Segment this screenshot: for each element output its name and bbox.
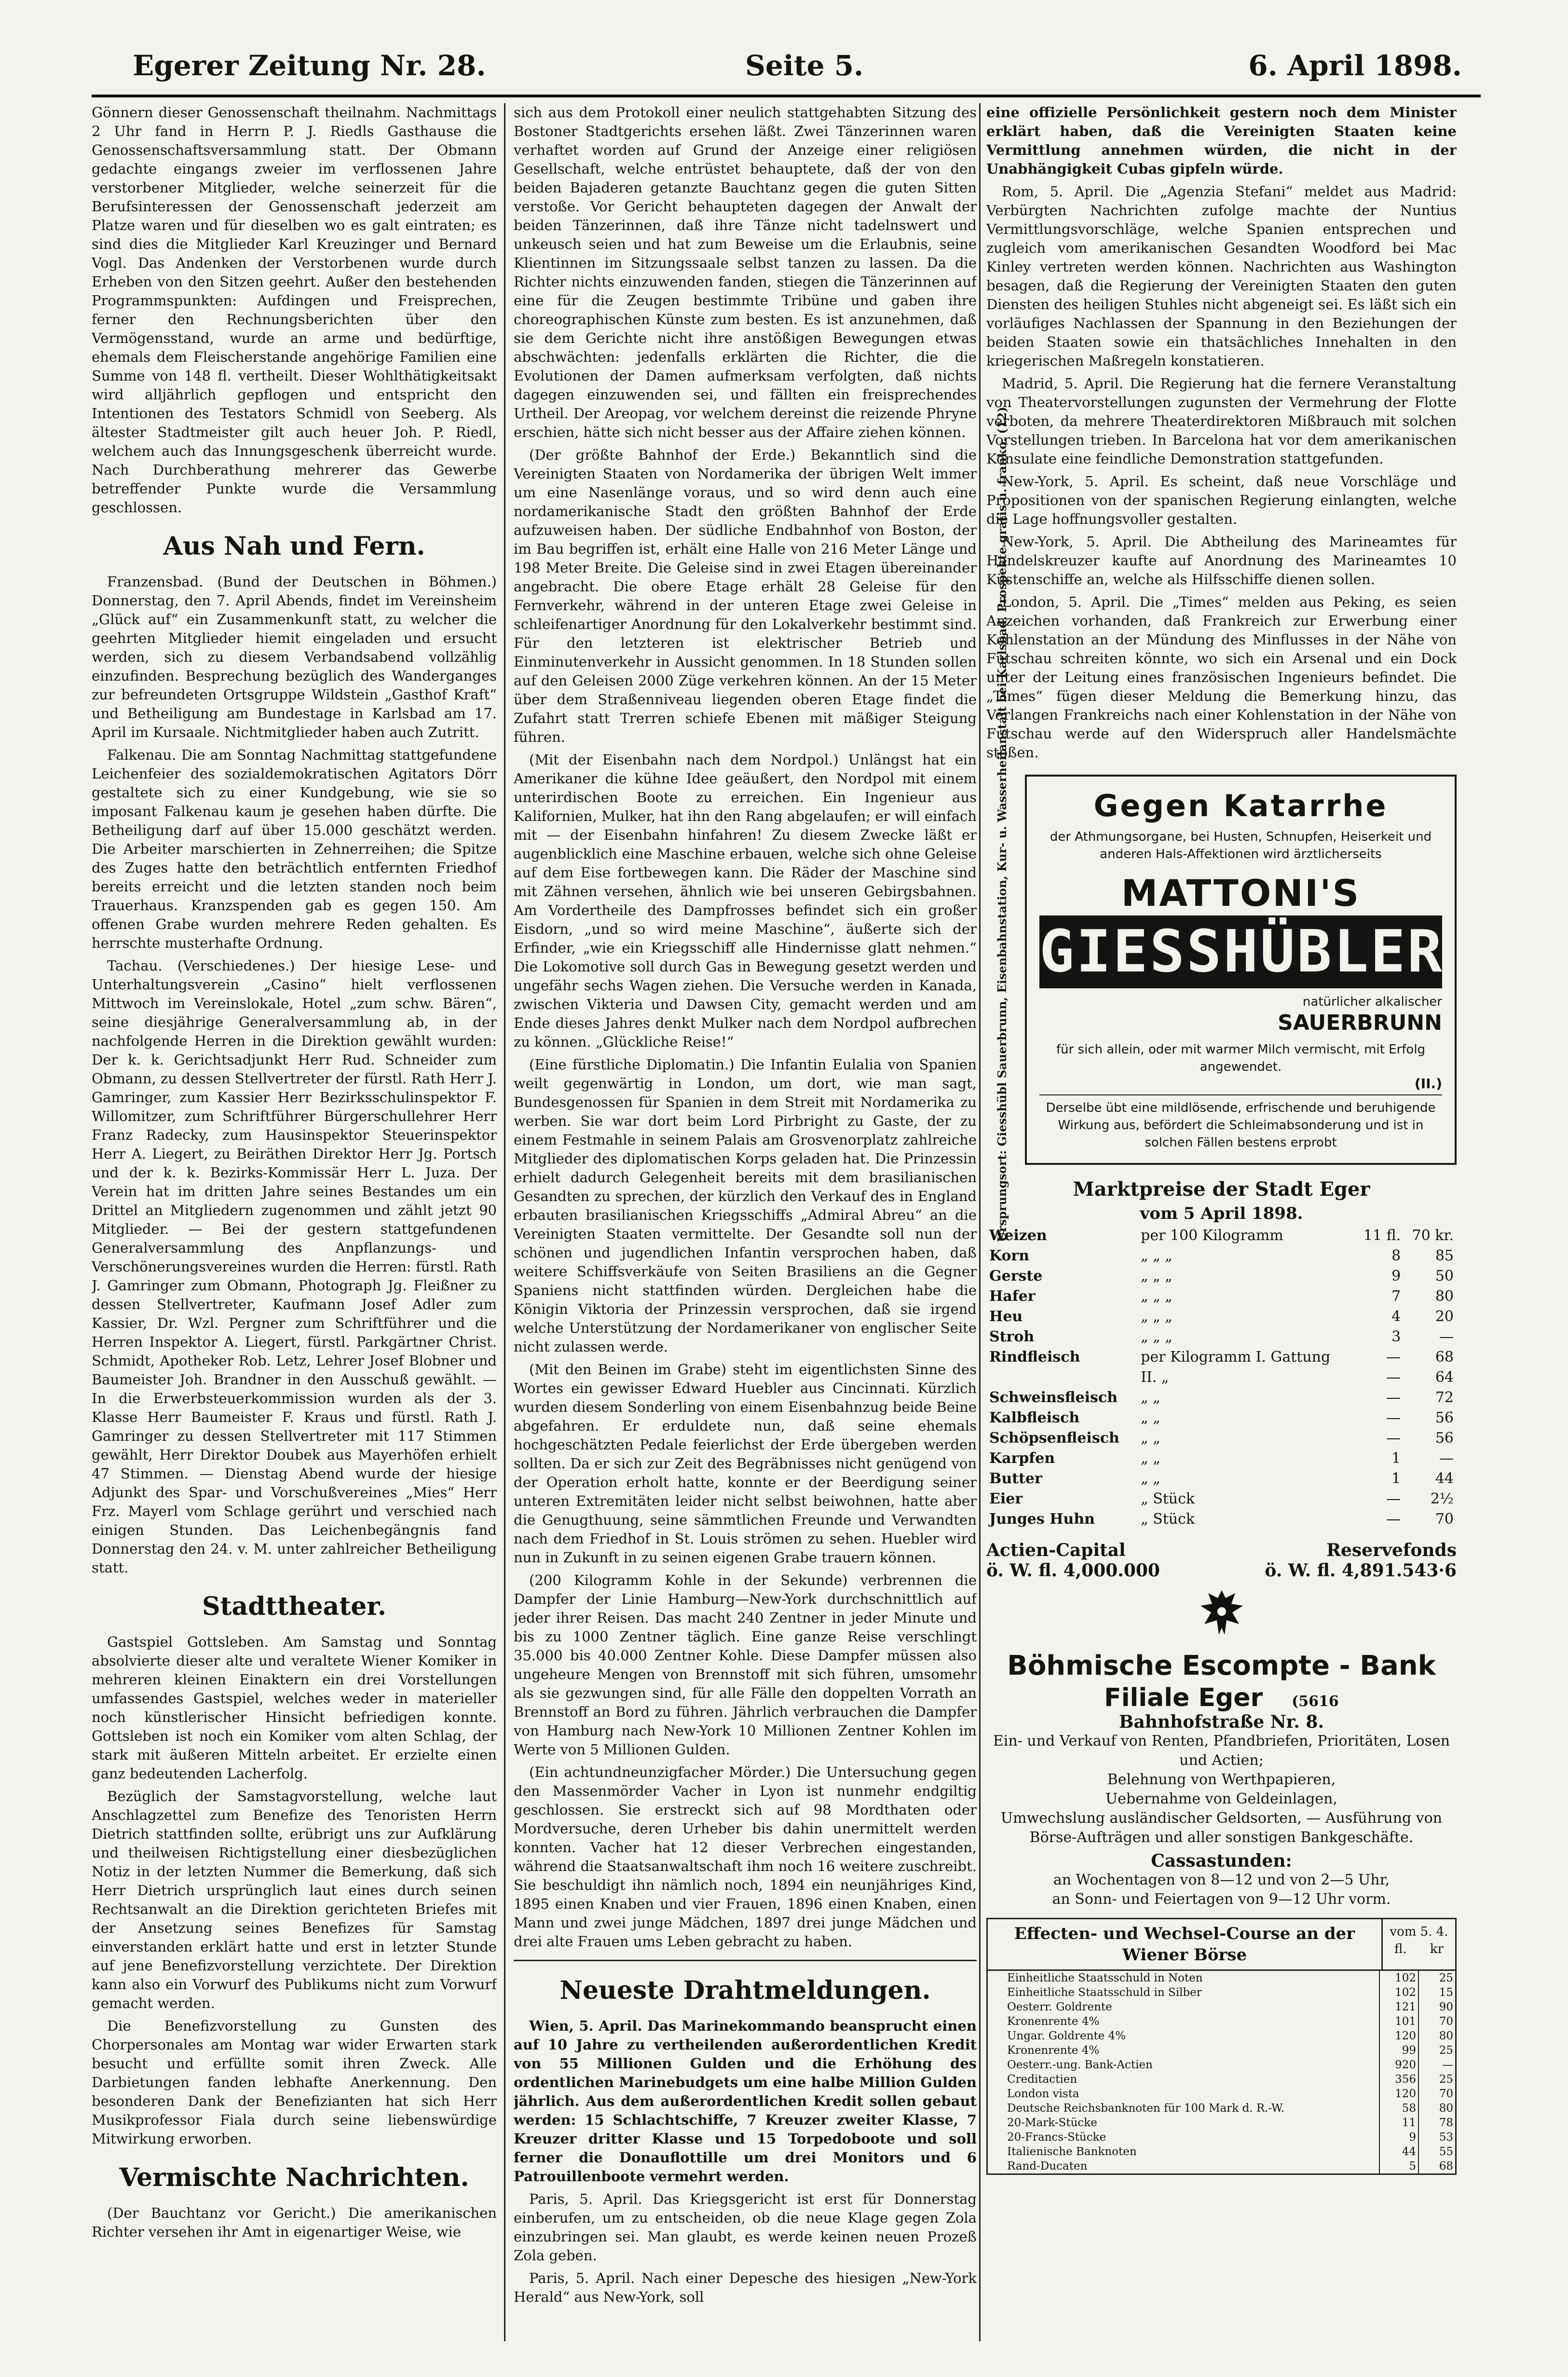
exchange-rate-kr: 25 [1439, 2044, 1453, 2057]
exchange-rate-fl: 120 [1380, 2029, 1419, 2043]
header-title: Egerer Zeitung Nr. 28. [133, 49, 486, 82]
bank-capital-values [986, 1560, 1457, 1581]
bank-hours-weekdays: an Wochentagen von 8—12 und von 2—5 Uhr, [1053, 1872, 1390, 1888]
market-item-kr: 50 [1435, 1268, 1454, 1284]
exchange-rate-name: Deutsche Reichsbanknoten für 100 Mark d. R.-W. [988, 2101, 1380, 2116]
exchange-rate-title: Effecten- und Wechsel-Course an der Wiener Börse [988, 1919, 1383, 1969]
bank-capital-labels [986, 1540, 1457, 1560]
exchange-rate-fl: 44 [1380, 2145, 1419, 2159]
market-item-kr: 56 [1435, 1430, 1454, 1447]
market-item-fl: — [1386, 1349, 1401, 1366]
exchange-rate-kr: 68 [1439, 2160, 1453, 2172]
header-rule [92, 95, 1481, 97]
market-item-name: Heu [989, 1308, 1023, 1325]
ad-description: Derselbe übt eine mildlösende, erfrischende und beruhigende Wirkung aus, befördert die Schleimabsonderung und ist in solchen Fällen bestens erprobt [1039, 1094, 1442, 1151]
market-row [986, 1408, 1457, 1428]
market-item-unit: „ „ „ [1141, 1308, 1173, 1325]
bank-service-1: Ein- und Verkauf von Renten, Pfandbriefen, Prioritäten, Losen und Actien; [993, 1733, 1450, 1769]
article-bauchtanz: (Der Bauchtanz vor Gericht.) Die amerikanischen Richter versehen ihr Amt in eigenartiger Weise, wie [92, 2205, 497, 2240]
exchange-rate-kr: 25 [1439, 2073, 1453, 2086]
market-item-fl: 1 [1391, 1450, 1401, 1467]
market-item-name: Weizen [989, 1227, 1047, 1244]
ad-usage: für sich allein, oder mit warmer Milch vermischt, mit Erfolg angewendet. [1056, 1042, 1426, 1074]
market-item-fl: — [1386, 1490, 1401, 1507]
exchange-rate-fl: 120 [1380, 2087, 1419, 2101]
exchange-rate-rows [988, 1971, 1455, 2173]
market-item-fl: — [1386, 1409, 1401, 1426]
market-item-unit: „ Stück [1141, 1490, 1195, 1507]
market-item-unit: „ „ „ [1141, 1268, 1173, 1284]
header-page-number: Seite 5. [745, 49, 864, 82]
section-heading-vermischte-nachrichten: Vermischte Nachrichten. [119, 2163, 469, 2192]
telegram-paris-2: Paris, 5. April. Nach einer Depesche des hiesigen „New-York Herald“ aus New-York, soll [514, 2270, 977, 2305]
exchange-rate-name: Einheitliche Staatsschuld in Noten [988, 1971, 1380, 1985]
bank-branch: Filiale Eger [1104, 1683, 1263, 1712]
bank-hours-title: Cassastunden: [1151, 1851, 1292, 1871]
market-row [986, 1347, 1457, 1367]
market-item-kr: 44 [1435, 1470, 1454, 1487]
exchange-rate-row [988, 2116, 1455, 2130]
market-item-name [986, 1367, 1138, 1388]
bank-capital-label: Actien-Capital [986, 1540, 1126, 1560]
telegram-continued: eine offizielle Persönlichkeit gestern noch dem Minister erklärt haben, daß die Vereinigten Staaten keine Vermittlung annehmen würden, die nicht in der Unabhängigkeit Cubas gipfeln würde. [986, 104, 1457, 177]
market-item-unit: „ Stück [1141, 1511, 1195, 1528]
bank-reserve-label: Reservefonds [1326, 1540, 1457, 1560]
exchange-rate-fl: 101 [1380, 2014, 1419, 2029]
market-item-unit: „ „ [1141, 1450, 1160, 1467]
article-nordpol: (Mit der Eisenbahn nach dem Nordpol.) Unlängst hat ein Amerikaner die kühne Idee geäußert, den Nordpol mit einem unterirdischen Boote zu erreichen. Ein Ingenieur aus Kalifornien, Mulker, hat ihn den Rang abgelaufen; er will einfach mit — der Eisenbahn hinfahren! Zu diesem Zwecke läßt er augenblicklich eine Maschine erbauen, welche sich ohne Geleise auf dem Eise fortbewegen kann. Die Räder der Maschine sind mit Zähnen versehen, ähnlich wie bei unseren Gebirgsbahnen. Am Vordertheile des Dampfrosses befindet sich ein großer Eisdorn, „und so wird meine Maschine“, äußerte sich der Erfinder, „wie ein Kriegsschiff alle Hindernisse glatt nehmen.“ Die Lokomotive soll durch Gas in Bewegung gesetzt werden und ungefähr sechs Wagen ziehen. Die Versuche werden in Kanada, zwischen Vikteria und Dawsen City, gemacht werden und am Ende dieses Jahres denkt Mulker nach dem Nordpol aufbrechen zu können. „Glückliche Reise!“ [514, 751, 977, 1050]
article-kohle: (200 Kilogramm Kohle in der Sekunde) verbrennen die Dampfer der Linie Hamburg—New-York durchschnittlich auf jeder ihrer Reisen. Das macht 240 Zentner in jeder Minute und bis zu 1000 Zentner täglich. Eine ganze Reise verschlingt 35.000 bis 40.000 Zentner Kohle. Diese Dampfer müssen also ungeheure Mengen von Brennstoff mit sich führen, umsomehr als sie gezwungen sind, für alle Fälle den doppelten Vorrath an Brennstoff an Bord zu führen. Jährlich verbrauchen die Dampfer von Hamburg nach New-York 10 Millionen Zentner Kohlen im Werte von 5 Millionen Gulden. [514, 1572, 977, 1758]
telegram-new-york-1: New-York, 5. April. Es scheint, daß neue Vorschläge und Propositionen von der spanischen Regierung einlangten, welche die Lage hoffnungsvoller gestalten. [986, 473, 1457, 527]
ad-subtitle: der Athmungsorgane, bei Husten, Schnupfen, Heiserkeit und anderen Hals-Affektionen wird ärztlicherseits [1050, 830, 1432, 861]
ad-side-text: Ursprungsort: Giesshübl Sauerbrunn, Eisenbahnstation, Kur- u. Wasserheilanstalt bei Karlsbad. Prospekte gratis u. franko. (12) [995, 407, 1009, 1242]
bank-service-2: Belehnung von Werthpapieren, [1107, 1771, 1336, 1788]
unit-fl: fl. [1394, 1942, 1407, 1956]
exchange-rate-header [988, 1919, 1455, 1971]
exchange-rate-row [988, 2043, 1455, 2058]
bank-capital-value: ö. W. fl. 4,000.000 [986, 1560, 1160, 1581]
article-diplomatin: (Eine fürstliche Diplomatin.) Die Infantin Eulalia von Spanien weilt gegenwärtig in London, um dort, wie man sagt, Bundesgenossen für Spanien in dem Streit mit Nordamerika zu werben. Sie war dort beim Lord Pirbright zu Gaste, der zu einem Festmahle in seinem Palais am Grosvenorplatz zahlreiche Mitglieder des diplomatischen Korps geladen hat. Die Prinzessin erhielt dadurch Gelegenheit bereits mit dem brasilianischen Gesandten zu sprechen, der kürzlich den Verkauf des in England erbauten brasilianischen Kriegsschiffs „Admiral Abreu“ an die Vereinigten Staaten vermittelte. Der Gesandte soll nun der schönen und jugendlichen Infantin versprochen haben, daß weitere Schiffsverkäufe von Seiten Brasiliens an die Gegner Spaniens nicht stattfinden würden. Dergleichen habe die Königin Viktoria der Prinzessin versprochen, daß sie irgend welche Unterstützung der Nordamerikaner von englischer Seite nicht zulassen werde. [514, 1056, 977, 1355]
market-item-kr: 56 [1435, 1409, 1454, 1426]
article-beine-im-grabe: (Mit den Beinen im Grabe) steht im eigentlichsten Sinne des Wortes ein gewisser Edward Huebler aus Cincinnati. Kürzlich wurden diesem Sonderling von einem Eisenbahnzug beide Beine abgefahren. Er erduldete nun, daß seine ehemals hochgeschätzten Pedale feierlichst der Erde übergeben werden sollten. Da er sich zur Zeit des Begräbnisses nicht genügend von der Operation erholt hatte, konnte er der Beerdigung seiner unteren Extremitäten leider nicht selbst beiwohnen, hatte aber die Genugthuung, seine sämmtlichen Freunde und Verwandten nach dem Friedhof in St. Louis strömen zu sehen. Huebler wird nun in Zukunft in zu seinen eigenen Grabe trauern können. [514, 1361, 977, 1566]
exchange-rate-name: Oesterr. Goldrente [988, 2000, 1380, 2014]
exchange-rate-name: 20-Francs-Stücke [988, 2130, 1380, 2145]
section-heading-drahtmeldungen: Neueste Drahtmeldungen. [559, 1976, 931, 2005]
market-item-fl: — [1386, 1369, 1401, 1386]
exchange-rate-kr: 80 [1439, 2102, 1453, 2115]
bank-service-4: Umwechslung ausländischer Geldsorten, — Ausführung von Börse-Aufträgen und aller sonstigen Bankgeschäfte. [1000, 1810, 1443, 1846]
unit-kr: kr [1430, 1942, 1444, 1956]
telegram-new-york-2: New-York, 5. April. Die Abtheilung des Marineamtes für Handelskreuzer kaufte auf Anordnung des Marineamtes 10 Küstenschiffe an, welche als Hilfsschiffe dienen sollen. [986, 533, 1457, 587]
exchange-rate-kr: 25 [1439, 1972, 1453, 1984]
ad-side-text-block [991, 407, 1020, 1244]
telegram-paris-1: Paris, 5. April. Das Kriegsgericht ist erst für Donnerstag einberufen, um zu entscheiden, ob die neue Klage gegen Zola einzubringen sei. Man glaubt, es werde keinen neuen Prozeß Zola geben. [514, 2191, 977, 2264]
exchange-rate-kr: 55 [1439, 2145, 1453, 2158]
exchange-rate-fl: 102 [1380, 1985, 1419, 2000]
exchange-rate-units [1383, 1940, 1455, 1958]
exchange-rate-fl: 11 [1380, 2116, 1419, 2130]
header-date: 6. April 1898. [1248, 49, 1462, 82]
market-item-name: Rindfleisch [989, 1349, 1080, 1366]
market-item-kr: 85 [1435, 1247, 1454, 1264]
market-item-fl: 8 [1391, 1247, 1401, 1264]
bank-name: Böhmische Escompte - Bank [1007, 1650, 1436, 1681]
market-item-fl: 1 [1391, 1470, 1401, 1487]
exchange-rate-kr: 80 [1439, 2030, 1453, 2042]
bank-service-3: Uebernahme von Geldeinlagen, [1105, 1790, 1337, 1807]
market-item-name: Korn [989, 1247, 1030, 1264]
exchange-rate-name: Creditactien [988, 2072, 1380, 2087]
exchange-rate-row [988, 1985, 1455, 2000]
exchange-rate-row [988, 2000, 1455, 2014]
exchange-rate-name: Einheitliche Staatsschuld in Silber [988, 1985, 1380, 2000]
telegram-rom: Rom, 5. April. Die „Agenzia Stefani“ meldet aus Madrid: Verbürgten Nachrichten zufolge machte der Nuntius Vermittlungsvorschläge, welche Spanien entsprechen und zugleich vom amerikanischen Gesandten Woodford bei Mac Kinley vertreten werden können. Nachrichten aus Washington besagen, daß die Regierung der Vereinigten Staaten den guten Diensten des heiligen Stuhles nicht abgeneigt sei. Es läßt sich ein vorläufiges Nachlassen der Spannung in den Beziehungen der beiden Staaten sowie ein thatsächliches Innehalten in den kriegerischen Maßregeln konstatieren. [986, 183, 1457, 369]
article-samstagvorstellung: Bezüglich der Samstagvorstellung, welche laut Anschlagzettel zum Benefize des Tenoristen Herrn Dietrich stattfinden sollte, erübrigt uns zur Aufklärung und theilweisen Richtigstellung einer diesbezüglichen Notiz in der letzten Nummer die Bemerkung, daß sich Herr Dietrich ursprünglich laut eines durch seinen Rechtsanwalt an die Direktion gerichteten Briefes mit der Ansetzung seines Benefizes für Samstag einverstanden erklärt hatte und erst in letzter Stunde auf jene Benefizvorstellung verzichtete. Der Direktion kann also ein Vorwurf des Publikums nicht zum Vorwurf gemacht werden. [92, 1788, 497, 2011]
market-date: vom 5 April 1898. [1140, 1204, 1303, 1223]
market-item-kr: 20 [1435, 1308, 1454, 1325]
market-item-kr: 80 [1435, 1288, 1454, 1305]
market-row [986, 1246, 1457, 1266]
market-item-fl: 7 [1391, 1288, 1401, 1305]
market-item-kr: 64 [1435, 1369, 1454, 1386]
bank-address: Bahnhofstraße Nr. 8. [1119, 1712, 1324, 1732]
bank-hours-holidays: an Sonn- und Feiertagen von 9—12 Uhr vorm. [1052, 1891, 1391, 1908]
market-item-fl: — [1386, 1430, 1401, 1447]
market-item-unit: „ „ [1141, 1409, 1160, 1426]
market-item-kr: — [1439, 1450, 1454, 1467]
section-heading-aus-nah-und-fern: Aus Nah und Fern. [163, 532, 425, 561]
market-item-name: Kalbfleisch [989, 1409, 1080, 1426]
market-item-kr: 68 [1435, 1349, 1454, 1366]
exchange-rate-date-column [1383, 1919, 1455, 1969]
market-item-name: Stroh [989, 1328, 1035, 1345]
telegram-wien: Wien, 5. April. Das Marinekommando beansprucht einen auf 10 Jahre zu vertheilenden außerordentlichen Kredit von 55 Millionen Gulden und die Erhöhung des ordentlichen Marinebudgets um eine halbe Million Gulden jährlich. Aus dem außerordentlichen Kredit sollen gebaut werden: 15 Schlachtschiffe, 7 Kreuzer zweiter Klasse, 7 Kreuzer dritter Klasse und 15 Torpedoboote und soll ferner die Donauflottille um drei Monitors und 6 Patrouillenboote vermehrt werden. [514, 2018, 977, 2185]
market-item-unit: II. „ [1141, 1369, 1169, 1386]
bank-branch-line [986, 1683, 1457, 1712]
market-row [986, 1266, 1457, 1286]
exchange-rate-name: Kronenrente 4% [988, 2014, 1380, 2029]
market-item-unit: per Kilogramm I. Gattung [1141, 1349, 1331, 1366]
market-row [986, 1388, 1457, 1408]
exchange-rate-row [988, 2159, 1455, 2173]
market-row [986, 1469, 1457, 1489]
market-item-unit: „ „ [1141, 1430, 1160, 1447]
market-row [986, 1307, 1457, 1327]
market-item-unit: „ „ „ [1141, 1247, 1173, 1264]
market-item-name: Karpfen [989, 1450, 1055, 1467]
market-row [986, 1428, 1457, 1448]
article-bahnhof: (Der größte Bahnhof der Erde.) Bekanntlich sind die Vereinigten Staaten von Nordamerika der übrigen Welt immer um eine Nasenlänge voraus, und so wird denn auch eine nordamerikanische Stadt den größten Bahnhof der Erde aufzuweisen haben. Der südliche Endbahnhof von Boston, der im Bau begriffen ist, erhält eine Halle von 216 Meter Länge und 198 Meter Breite. Die Geleise sind in zwei Etagen übereinander angebracht. Die obere Etage erhält 28 Geleise für den Fernverkehr, während in der unteren Etage zwei Geleise in schleifenartiger Anordnung für den Lokalverkehr bestimmt sind. Für den letzteren ist elektrischer Betrieb und Einminutenverkehr in Aussicht genommen. In 18 Stunden sollen auf den Geleisen 2000 Züge verkehren können. An der 15 Meter über dem Straßenniveau liegenden oberen Etage findet die Zufahrt statt Trerren schiefe Ebenen mit mäßiger Steigung führen. [514, 447, 977, 745]
exchange-rate-table [986, 1918, 1457, 2175]
market-item-name: Eier [989, 1490, 1023, 1507]
eagle-emblem-icon [1198, 1586, 1246, 1639]
column-divider [979, 103, 981, 2341]
bank-reserve-value: ö. W. fl. 4,891.543·6 [1265, 1560, 1457, 1581]
column-2 [514, 103, 977, 2341]
market-item-kr: 2½ [1430, 1490, 1454, 1507]
exchange-rate-name: Italienische Banknoten [988, 2145, 1380, 2159]
exchange-rate-kr: 90 [1439, 2001, 1453, 2013]
market-item-kr: — [1439, 1328, 1454, 1345]
market-item-fl: 4 [1391, 1308, 1401, 1325]
exchange-rate-name: 20-Mark-Stücke [988, 2116, 1380, 2130]
article-benefizvorstellung: Die Benefizvorstellung zu Gunsten des Chorpersonales am Montag war wider Erwarten stark besucht und erfüllte somit ihren Zweck. Alle Darbietungen fanden lebhafte Anerkennung. Den besonderen Dank der Benefizianten hat sich Herr Musikprofessor Fiala durch seine liebenswürdige Mitwirkung erworben. [92, 2018, 497, 2147]
market-item-unit: „ „ [1141, 1470, 1160, 1487]
exchange-rate-row [988, 2101, 1455, 2116]
article-tachau: Tachau. (Verschiedenes.) Der hiesige Lese- und Unterhaltungsverein „Casino“ hielt verflossenen Mittwoch im Vereinslokale, Hotel „zum schw. Bären“, seine diesjährige Generalversammlung ab, in der nachfolgende Herren in die Direktion gewählt wurden: Der k. k. Gerichtsadjunkt Herr Rud. Schneider zum Obmann, zu dessen Stellvertreter der fürstl. Rath Herr J. Gamringer, zum Kassier Herr Bezirksschulinspektor F. Willomitzer, zum Schriftführer Bürgerschullehrer Herr Franz Radecky, zum Hausinspektor Steuerinspektor Herr A. Liegert, zu Beiräthen Direktor Herr Jg. Portsch und der k. k. Bezirks-Kommissär Herr L. Juza. Der Verein hat im dritten Jahre seines Bestandes um ein Drittel an Mitgliedern zugenommen und zählt jetzt 90 Mitglieder. — Bei der gestern stattgefundenen Generalversammlung des Anpflanzungs- und Verschönerungsvereines wurden die Herren: fürstl. Rath J. Gamringer zum Obmann, Photograph Jg. Fleißner zu dessen Stellvertreter, Kaufmann Josef Adler zum Kassier, Dr. Wzl. Pergner zum Schriftführer und die Herren Inspektor A. Liegert, fürstl. Parkgärtner Christ. Schmidt, Apotheker Rob. Letz, Lehrer Josef Blobner und Baumeister Joh. Brandner in den Ausschuß gewählt. — In die Erwerbsteuerkommission wurden als der 3. Klasse Herr Baumeister F. Kraus und fürstl. Rath J. Gamringer zu dessen Stellvertreter mit 117 Stimmen gewählt, Herr Direktor Doubek aus Mayerhöfen erhielt 47 Stimmen. — Dienstag Abend wurde der hiesige Adjunkt des Spar- und Vorschußvereines „Mies“ Herr Frz. Mayerl vom Schlage gerührt und verschied nach einigen Stunden. Das Leichenbegängnis fand Donnerstag den 24. v. M. unter zahlreicher Betheiligung statt. [92, 957, 497, 1576]
telegram-madrid: Madrid, 5. April. Die Regierung hat die fernere Veranstaltung von Theatervorstellungen zugunsten der Vermehrung der Flotte verboten, da mehrere Theaterdirektoren Mißbrauch mit solchen Vorstellungen trieben. In Barcelona hat vor dem amerikanischen Konsulate eine feindliche Demonstration stattgefunden. [986, 375, 1457, 467]
market-row [986, 1286, 1457, 1307]
exchange-rate-kr: 78 [1439, 2117, 1453, 2129]
ad-title: Gegen Katarrhe [1093, 788, 1388, 823]
exchange-rate-fl: 99 [1380, 2043, 1419, 2058]
market-item-fl: 9 [1391, 1268, 1401, 1284]
market-price-table [986, 1226, 1457, 1530]
article-paragraph: Gönnern dieser Genossenschaft theilnahm. Nachmittags 2 Uhr fand in Herrn P. J. Riedls Gasthause die Genossenschaftsversammlung statt. Der Obmann gedachte eingangs zweier im verflossenen Jahre verstorbener Mitglieder, welche seinerzeit für die Berufsinteressen der Genossenschaft jederzeit am Platze waren und für dieselben wo es galt eintraten; es sind dies die Mitglieder Karl Kreuzinger und Bernard Vogl. Das Andenken der Verstorbenen wurde durch Erheben von den Sitzen geehrt. Außer den bestehenden Programmspunkten: Aufdingen und Freisprechen, ferner den Rechnungsberichten über den Vermögensstand, wurde an arme und bedürftige, ehemals dem Fleischerstande angehörige Familien eine Summe von 148 fl. vertheilt. Dieser Wohlthätigkeitsakt wird alljährlich gepflogen und entspricht den Intentionen des Testators Schmidl von Seeberg. Als ältester Stadtmeister gilt auch heuer Joh. P. Riedl, welchem auch das Innungsgeschenk überreicht wurde. Nach Durchberathung mehrerer das Gewerbe betreffender Punkte wurde die Versammlung geschlossen. [92, 104, 497, 516]
exchange-rate-row [988, 2145, 1455, 2159]
exchange-rate-fl: 9 [1380, 2130, 1419, 2145]
advertisement-giesshuebler [1025, 775, 1457, 1165]
bank-advertisement [986, 1540, 1457, 1909]
exchange-rate-kr: 15 [1439, 1986, 1453, 1999]
exchange-rate-fl: 5 [1380, 2159, 1419, 2173]
market-item-kr: 70 kr. [1412, 1227, 1454, 1244]
market-row [986, 1448, 1457, 1469]
exchange-rate-row [988, 2014, 1455, 2029]
market-item-kr: 70 [1435, 1511, 1454, 1528]
article-moerder: (Ein achtundneunzigfacher Mörder.) Die Untersuchung gegen den Massenmörder Vacher in Lyon ist nunmehr endgiltig geschlossen. Sie erstreckt sich auf 98 Mordthaten oder Mordversuche, deren Urheber bis dahin unermittelt werden konnten. Vacher hat 12 dieser Verbrechen eingestanden, während die Staatsanwaltschaft ihm noch 16 weitere zuschreibt. Sie beschuldigt ihn nämlich noch, 1894 ein neunjähriges Kind, 1895 einen Knaben und vier Frauen, 1896 einen Knaben, einen Mann und zwei junge Mädchen, 1897 drei junge Mädchen und drei alte Frauen ums Leben gebracht zu haben. [514, 1764, 977, 1950]
ad-brand-sauerbrunn: SAUERBRUNN [1278, 1011, 1442, 1035]
market-item-fl: 3 [1391, 1328, 1401, 1345]
exchange-rate-name: Kronenrente 4% [988, 2043, 1380, 2058]
exchange-rate-name: Oesterr.-ung. Bank-Actien [988, 2058, 1380, 2072]
exchange-rate-name: Ungar. Goldrente 4% [988, 2029, 1380, 2043]
article-franzensbad: Franzensbad. (Bund der Deutschen in Böhmen.) Donnerstag, den 7. April Abends, findet im Vereinsheim „Glück auf“ ein Zusammenkunft statt, zu welcher die geehrten Mitglieder hiemit eingeladen und ersucht werden, sich zu diesem Verbandsabend vollzählig einzufinden. Besprechung bezüglich des Wanderganges zur befreundeten Ortsgruppe Wildstein „Gasthof Kraft“ und Betheiligung am Bundestage in Karlsbad am 17. April im Kursaale. Nichtmitglieder haben auch Zutritt. [92, 574, 497, 740]
market-item-name: Hafer [989, 1288, 1036, 1305]
market-row [986, 1509, 1457, 1530]
exchange-rate-row [988, 1971, 1455, 1985]
ad-code: (II.) [1414, 1076, 1442, 1092]
exchange-rate-row [988, 2072, 1455, 2087]
page-header [0, 39, 1568, 96]
exchange-rate-fl: 58 [1380, 2101, 1419, 2116]
bank-code: (5616 [1292, 1693, 1339, 1710]
market-item-name: Schöpsenfleisch [989, 1430, 1119, 1447]
exchange-rate-kr: 70 [1439, 2088, 1453, 2100]
market-item-name: Butter [989, 1470, 1042, 1487]
section-rule [514, 1960, 977, 1961]
exchange-rate-kr: 53 [1439, 2131, 1453, 2144]
ad-brand-giesshuebler: GIESSHÜBLER [1039, 915, 1442, 988]
market-item-name: Gerste [989, 1268, 1043, 1284]
article-gastspiel: Gastspiel Gottsleben. Am Samstag und Sonntag absolvierte dieser alte und veraltete Wiener Komiker in mehreren kleinen Einaktern ein drei Vorstellungen umfassendes Gastspiel, welches weder in materieller noch künstlerischer Hinsicht befriedigen konnte. Gottsleben ist noch ein Komiker vom alten Schlag, der stark mit äußeren Mitteln arbeitet. Er erzielte einen ganz bedeutenden Lacherfolg. [92, 1634, 497, 1782]
exchange-rate-fl: 102 [1380, 1971, 1419, 1985]
exchange-rate-kr: 70 [1439, 2015, 1453, 2028]
market-title: Marktpreise der Stadt Eger [1073, 1178, 1370, 1201]
section-heading-stadttheater: Stadttheater. [202, 1592, 387, 1621]
market-row [986, 1327, 1457, 1347]
column-3 [986, 103, 1457, 2341]
market-item-unit: „ „ „ [1141, 1328, 1173, 1345]
exchange-rate-row [988, 2130, 1455, 2145]
exchange-rate-fl: 121 [1380, 2000, 1419, 2014]
market-item-name: Schweinsfleisch [989, 1389, 1118, 1406]
telegram-london: London, 5. April. Die „Times“ melden aus Peking, es seien Anzeichen vorhanden, daß Frankreich zur Erwerbung einer Kohlenstation an der Mündung des Minflusses in der Nähe von Futschau schreiten könnte, wo sich ein Arsenal und ein Dock unter der Leitung eines französischen Ingenieurs befindet. Die „Times“ fügen dieser Meldung die Bemerkung hinzu, das Verlangen Frankreichs nach einer Kohlenstation in der Nähe von Futschau werde auf den Widerspruch aller Handelsmächte stoßen. [986, 594, 1457, 761]
market-row [986, 1489, 1457, 1509]
ad-brand-mattoni: MATTONI'S [1121, 872, 1361, 915]
market-item-fl: — [1386, 1511, 1401, 1528]
ad-small-text: natürlicher alkalischer [1302, 995, 1442, 1009]
exchange-rate-fl: 920 [1380, 2058, 1419, 2072]
market-item-unit: „ „ [1141, 1389, 1160, 1406]
exchange-rate-kr: — [1442, 2059, 1453, 2071]
exchange-rate-date: vom 5. 4. [1390, 1925, 1448, 1939]
article-falkenau: Falkenau. Die am Sonntag Nachmittag stattgefundene Leichenfeier des sozialdemokratischen Agitators Dörr gestaltete sich zu einer Kundgebung, wie sie so imposant Falkenau kaum je gesehen haben dürfte. Die Betheiligung darf auf über 15.000 geschätzt werden. Die Arbeiter marschierten in Zehnerreihen; die Spitze des Zuges hatte den beträchtlich entfernten Friedhof bereits erreicht und die letzten standen noch beim Trauerhaus. Kranzspenden gab es gegen 150. Am offenen Grabe wurden mehrere Reden gehalten. Es herrschte musterhafte Ordnung. [92, 747, 497, 951]
column-1 [92, 103, 497, 2341]
exchange-rate-fl: 356 [1380, 2072, 1419, 2087]
market-item-unit: per 100 Kilogramm [1141, 1227, 1283, 1244]
column-divider [504, 103, 505, 2341]
market-item-fl: — [1386, 1389, 1401, 1406]
market-item-kr: 72 [1435, 1389, 1454, 1406]
exchange-rate-name: London vista [988, 2087, 1380, 2101]
exchange-rate-name: Rand-Ducaten [988, 2159, 1380, 2173]
exchange-rate-row [988, 2029, 1455, 2043]
market-item-name: Junges Huhn [989, 1511, 1095, 1528]
exchange-rate-row [988, 2058, 1455, 2072]
market-row [986, 1367, 1457, 1388]
market-row [986, 1226, 1457, 1246]
market-item-unit: „ „ „ [1141, 1288, 1173, 1305]
exchange-rate-row [988, 2087, 1455, 2101]
article-paragraph: sich aus dem Protokoll einer neulich stattgehabten Sitzung des Bostoner Stadtgerichts ersehen läßt. Zwei Tänzerinnen waren verhaftet worden auf Grund der Anzeige einer religiösen Gesellschaft, welche entrüstet behauptete, daß der von den beiden Bajaderen getanzte Bauchtanz gegen die guten Sitten verstoße. Vor Gericht behaupteten dagegen der Anwalt der beiden Tänzerinnen, daß ihre Tänze nicht tadelnswert und unkeusch seien und hat zum Beweise um die Erlaubnis, seine Klientinnen im Sitzungssaale selbst tanzen zu lassen. Da die Richter nichts einzuwenden fanden, stiegen die Tänzerinnen auf eine für die Zeugen bestimmte Tribüne und gaben ihre choreographischen Künste zum besten. Es ist anzunehmen, daß sie dem Gerichte nicht ihre anstößigen Bewegungen etwas abschwächten: jedenfalls erklärten die Richter, die die Evolutionen der Damen aufmerksam verfolgten, daß nichts dagegen einzuwenden sei, und fällten ein freisprechendes Urtheil. Der Areopag, vor welchem dereinst die reizende Phryne erschien, hätte sich nicht besser aus der Affaire ziehen können. [514, 104, 977, 440]
market-item-fl: 11 fl. [1363, 1227, 1401, 1244]
